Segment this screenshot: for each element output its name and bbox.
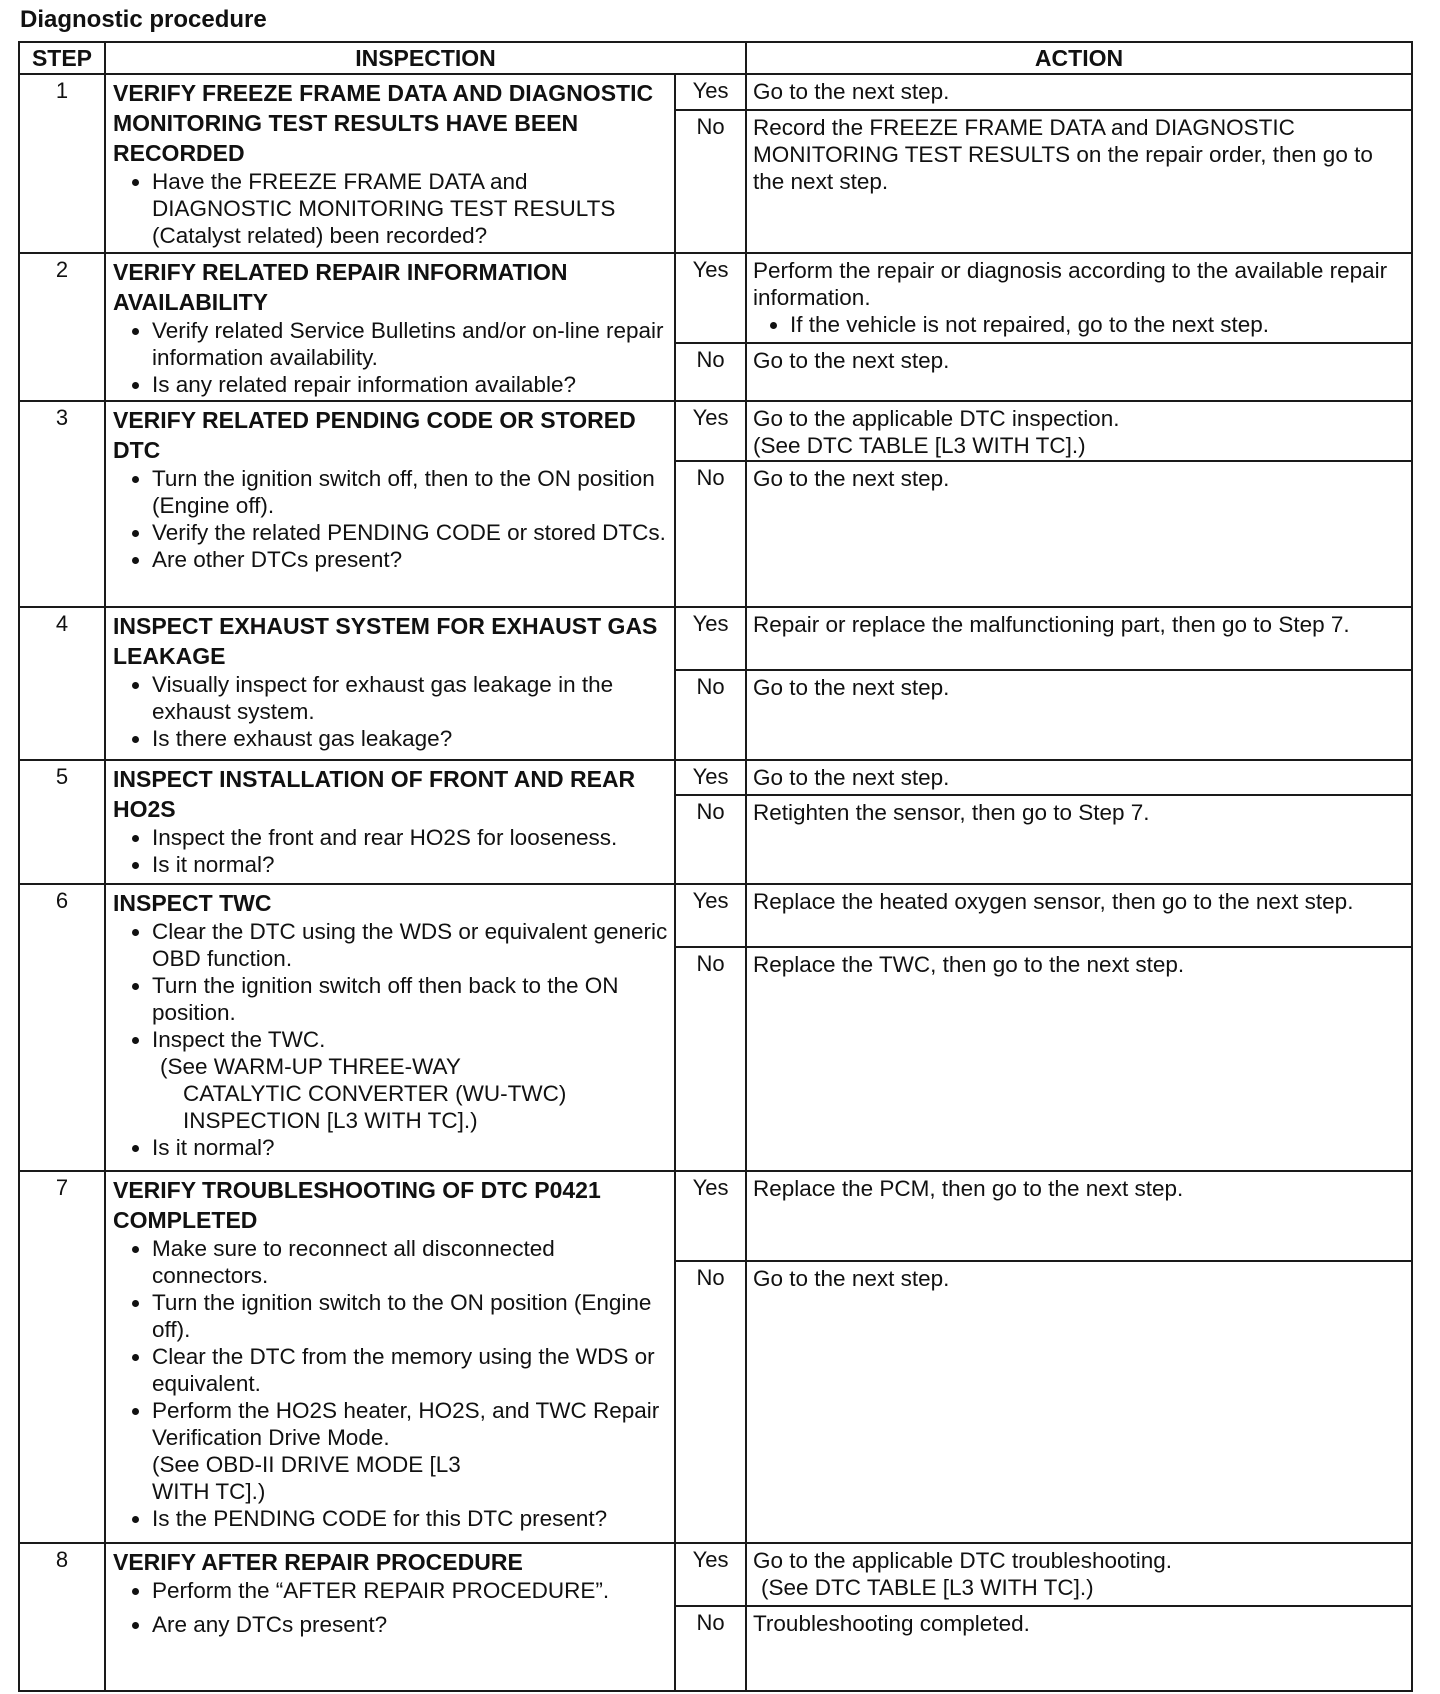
step-number: 6	[19, 884, 105, 1170]
no-action: Replace the TWC, then go to the next step.	[746, 947, 1412, 1170]
yes-action-cell	[746, 401, 1412, 461]
inspection-bullet: • Have the FREEZE FRAME DATA and DIAGNOSTIC MONITORING TEST RESULTS (Catalyst related) been recorded?	[152, 168, 670, 249]
step-number: 3	[19, 401, 105, 607]
yes-label: Yes	[675, 1543, 746, 1606]
no-label: No	[675, 795, 746, 884]
yes-action: Go to the next step.	[746, 760, 1412, 796]
inspection-bullet: • Is any related repair information available?	[152, 371, 670, 398]
inspection-bullet: • Inspect the front and rear HO2S for looseness.	[152, 824, 670, 851]
no-label: No	[675, 461, 746, 607]
page-title: Diagnostic procedure	[20, 6, 267, 33]
yes-action: Repair or replace the malfunctioning part, then go to Step 7.	[746, 607, 1412, 670]
yes-action-reference: (See DTC TABLE [L3 WITH TC].)	[753, 433, 1086, 459]
table-row	[19, 760, 1412, 796]
yes-label: Yes	[675, 253, 746, 343]
inspection-bullet: • Perform the HO2S heater, HO2S, and TWC Repair Verification Drive Mode.	[152, 1397, 670, 1451]
step-number: 7	[19, 1171, 105, 1543]
yes-label: Yes	[675, 607, 746, 670]
inspection-reference: CATALYTIC CONVERTER (WU-TWC) INSPECTION [L3 WITH TC].)	[183, 1081, 567, 1134]
yes-label: Yes	[675, 401, 746, 461]
yes-action: Replace the PCM, then go to the next step.	[746, 1171, 1412, 1261]
inspection-heading: INSPECT TWC	[113, 890, 272, 917]
inspection-cell	[105, 74, 675, 253]
no-action: Go to the next step.	[746, 343, 1412, 401]
inspection-cell	[105, 253, 675, 401]
no-action: Go to the next step.	[746, 670, 1412, 759]
yes-label: Yes	[675, 74, 746, 110]
no-label: No	[675, 1606, 746, 1691]
no-label: No	[675, 670, 746, 759]
inspection-bullet: • Clear the DTC using the WDS or equivalent generic OBD function.	[152, 918, 670, 972]
inspection-column-header: INSPECTION	[105, 42, 746, 74]
no-action: Go to the next step.	[746, 461, 1412, 607]
step-column-header: STEP	[19, 42, 105, 74]
step-number: 2	[19, 253, 105, 401]
no-action: Troubleshooting completed.	[746, 1606, 1412, 1691]
inspection-heading: INSPECT EXHAUST SYSTEM FOR EXHAUST GAS LEAKAGE	[113, 613, 658, 670]
inspection-heading: VERIFY RELATED PENDING CODE OR STORED DTC	[113, 407, 636, 464]
inspection-heading: VERIFY AFTER REPAIR PROCEDURE	[113, 1548, 523, 1575]
step-number: 4	[19, 607, 105, 759]
inspection-reference: (See OBD-II DRIVE MODE [L3	[152, 1451, 461, 1477]
inspection-bullet: • Are other DTCs present?	[152, 546, 670, 573]
table-row	[19, 607, 1412, 670]
inspection-cell	[105, 607, 675, 759]
yes-label: Yes	[675, 760, 746, 796]
table-header-row	[19, 42, 1412, 74]
step-number: 8	[19, 1543, 105, 1691]
inspection-bullet: • Make sure to reconnect all disconnected connectors.	[152, 1235, 670, 1289]
inspection-bullet: • Is it normal?	[152, 851, 670, 878]
action-column-header: ACTION	[746, 42, 1412, 74]
inspection-bullet: • Is there exhaust gas leakage?	[152, 725, 670, 752]
inspection-heading: VERIFY TROUBLESHOOTING OF DTC P0421 COMPLETED	[113, 1176, 601, 1233]
no-label: No	[675, 947, 746, 1170]
inspection-bullet: • Perform the “AFTER REPAIR PROCEDURE”.	[152, 1577, 670, 1604]
yes-action-cell	[746, 253, 1412, 343]
inspection-bullet: • Are any DTCs present?	[152, 1611, 670, 1638]
inspection-bullet: • Inspect the TWC.	[152, 1026, 670, 1053]
inspection-bullet: • Verify related Service Bulletins and/or on-line repair information availability.	[152, 317, 670, 371]
step-number: 5	[19, 760, 105, 885]
yes-action: Perform the repair or diagnosis according to the available repair information.	[753, 257, 1388, 310]
yes-action-bullet: • If the vehicle is not repaired, go to the next step.	[790, 311, 1405, 338]
table-row	[19, 74, 1412, 110]
yes-action: Go to the next step.	[746, 74, 1412, 110]
table-row	[19, 884, 1412, 947]
inspection-heading: VERIFY FREEZE FRAME DATA AND DIAGNOSTIC MONITORING TEST RESULTS HAVE BEEN RECORDED	[113, 80, 654, 166]
inspection-bullet: • Verify the related PENDING CODE or stored DTCs.	[152, 519, 670, 546]
table-row	[19, 1543, 1412, 1606]
inspection-heading: INSPECT INSTALLATION OF FRONT AND REAR HO2S	[113, 765, 636, 822]
inspection-cell	[105, 401, 675, 607]
inspection-bullet: • Turn the ignition switch off, then to the ON position (Engine off).	[152, 465, 670, 519]
table-row	[19, 253, 1412, 343]
no-action: Retighten the sensor, then go to Step 7.	[746, 795, 1412, 884]
inspection-bullet: • Visually inspect for exhaust gas leakage in the exhaust system.	[152, 671, 670, 725]
yes-label: Yes	[675, 1171, 746, 1261]
yes-action: Replace the heated oxygen sensor, then go to the next step.	[746, 884, 1412, 947]
inspection-cell	[105, 1171, 675, 1543]
inspection-cell	[105, 760, 675, 885]
inspection-cell	[105, 884, 675, 1170]
table-row	[19, 401, 1412, 461]
inspection-reference: WITH TC].)	[152, 1478, 266, 1504]
inspection-heading: VERIFY RELATED REPAIR INFORMATION AVAILABILITY	[113, 258, 568, 315]
inspection-bullet: • Turn the ignition switch off then back to the ON position.	[152, 972, 670, 1026]
diagnostic-procedure-table	[18, 41, 1413, 1692]
inspection-reference: (See WARM-UP THREE-WAY	[160, 1054, 461, 1080]
table-row	[19, 1171, 1412, 1261]
yes-label: Yes	[675, 884, 746, 947]
inspection-bullet: • Turn the ignition switch to the ON position (Engine off).	[152, 1289, 670, 1343]
no-label: No	[675, 343, 746, 401]
inspection-cell	[105, 1543, 675, 1691]
no-label: No	[675, 1261, 746, 1542]
yes-action: Go to the applicable DTC inspection.	[753, 406, 1120, 432]
inspection-bullet: • Is it normal?	[152, 1134, 670, 1161]
yes-action-reference: (See DTC TABLE [L3 WITH TC].)	[761, 1574, 1094, 1600]
yes-action-cell	[746, 1543, 1412, 1606]
no-action: Record the FREEZE FRAME DATA and DIAGNOSTIC MONITORING TEST RESULTS on the repair order, then go to the next step.	[746, 110, 1412, 252]
inspection-bullet: • Is the PENDING CODE for this DTC present?	[152, 1505, 670, 1532]
no-label: No	[675, 110, 746, 252]
step-number: 1	[19, 74, 105, 253]
inspection-bullet: • Clear the DTC from the memory using the WDS or equivalent.	[152, 1343, 670, 1397]
yes-action: Go to the applicable DTC troubleshooting.	[753, 1547, 1173, 1573]
no-action: Go to the next step.	[746, 1261, 1412, 1542]
